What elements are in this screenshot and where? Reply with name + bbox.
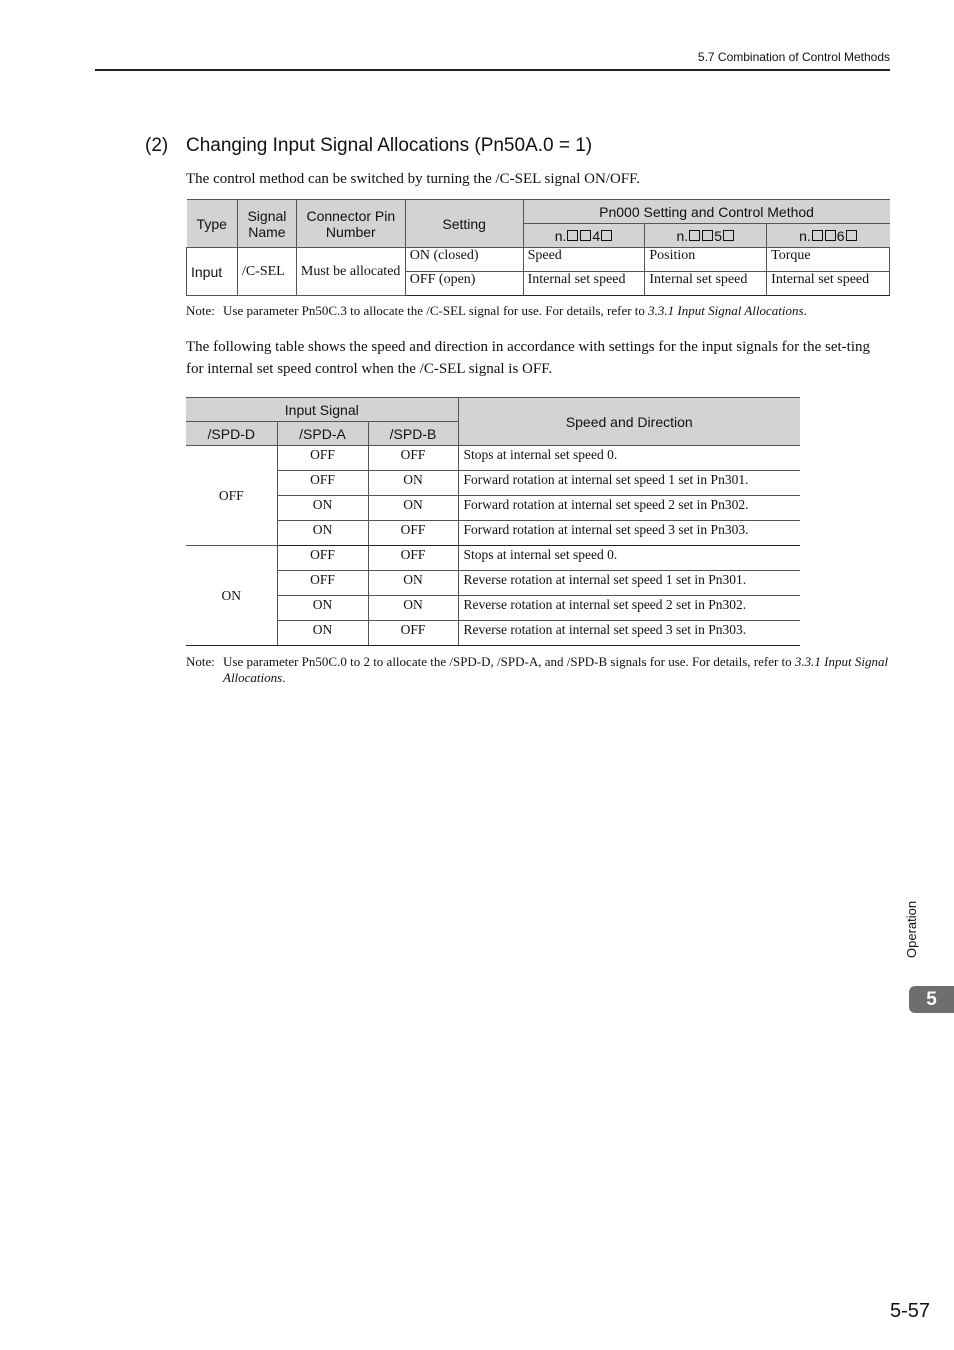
running-header: 5.7 Combination of Control Methods bbox=[697, 50, 890, 64]
placeholder-box-icon bbox=[702, 230, 713, 241]
cross-reference: 3.3.1 Input Signal Allocations bbox=[648, 303, 804, 318]
cell-spd-b: OFF bbox=[368, 446, 458, 471]
cell-setting: OFF (open) bbox=[405, 272, 523, 296]
header-speed-direction: Speed and Direction bbox=[458, 398, 800, 446]
cell-spd-a: OFF bbox=[277, 471, 368, 496]
header-signal-name: Signal Name bbox=[237, 200, 296, 248]
section-number: (2) bbox=[145, 135, 169, 156]
placeholder-box-icon bbox=[825, 230, 836, 241]
cell-spd-d: ON bbox=[186, 546, 277, 646]
cell-spd-a: OFF bbox=[277, 571, 368, 596]
placeholder-box-icon bbox=[723, 230, 734, 241]
section-title-text: Changing Input Signal Allocations (Pn50A.0 = 1) bbox=[186, 135, 593, 156]
cell-method: Position bbox=[645, 248, 767, 272]
cell-spd-b: ON bbox=[368, 496, 458, 521]
control-method-table bbox=[186, 199, 890, 296]
header-n5: n. 5 bbox=[645, 224, 767, 248]
cell-spd-a: ON bbox=[277, 496, 368, 521]
header-spd-d: /SPD-D bbox=[186, 422, 277, 446]
page-number: 5-57 bbox=[889, 1300, 930, 1322]
section-title bbox=[145, 135, 592, 157]
cell-description: Forward rotation at internal set speed 2 set in Pn302. bbox=[458, 496, 800, 521]
cell-spd-b: ON bbox=[368, 596, 458, 621]
cell-type: Input bbox=[187, 248, 238, 296]
header-spd-a: /SPD-A bbox=[277, 422, 368, 446]
header-n6: n. 6 bbox=[767, 224, 890, 248]
header-input-signal: Input Signal bbox=[186, 398, 458, 422]
cell-spd-d: OFF bbox=[186, 446, 277, 546]
cell-description: Stops at internal set speed 0. bbox=[458, 446, 800, 471]
cell-description: Forward rotation at internal set speed 3 set in Pn303. bbox=[458, 521, 800, 546]
speed-direction-table bbox=[186, 397, 800, 646]
chapter-tab: 5 bbox=[909, 986, 954, 1013]
note-label: Note: bbox=[186, 654, 215, 669]
placeholder-box-icon bbox=[846, 230, 857, 241]
cell-method: Internal set speed bbox=[645, 272, 767, 296]
cell-spd-b: ON bbox=[368, 471, 458, 496]
cell-description: Stops at internal set speed 0. bbox=[458, 546, 800, 571]
cell-description: Reverse rotation at internal set speed 3 set in Pn303. bbox=[458, 621, 800, 646]
cell-pin: Must be allocated bbox=[296, 248, 405, 296]
header-n4: n. 4 bbox=[523, 224, 645, 248]
header-spd-b: /SPD-B bbox=[368, 422, 458, 446]
cell-setting: ON (closed) bbox=[405, 248, 523, 272]
cell-spd-a: ON bbox=[277, 521, 368, 546]
placeholder-box-icon bbox=[689, 230, 700, 241]
placeholder-box-icon bbox=[601, 230, 612, 241]
header-connector-pin: Connector Pin Number bbox=[296, 200, 405, 248]
cell-method: Speed bbox=[523, 248, 645, 272]
cell-method: Internal set speed bbox=[767, 272, 890, 296]
header-type: Type bbox=[187, 200, 238, 248]
cell-spd-b: ON bbox=[368, 571, 458, 596]
cell-spd-a: OFF bbox=[277, 446, 368, 471]
header-setting: Setting bbox=[405, 200, 523, 248]
cell-spd-a: OFF bbox=[277, 546, 368, 571]
intro-paragraph: The control method can be switched by turning the /C-SEL signal ON/OFF. bbox=[186, 171, 641, 187]
cross-reference: 3.3.1 Input Signal Allocations bbox=[223, 654, 889, 685]
note-spd: Note: Use parameter Pn50C.0 to 2 to allocate the /SPD-D, /SPD-A, and /SPD-B signals for use. For details, refer to 3.3.1 Input Signal Allocations. bbox=[186, 654, 889, 685]
cell-description: Reverse rotation at internal set speed 2 set in Pn302. bbox=[458, 596, 800, 621]
cell-description: Forward rotation at internal set speed 1 set in Pn301. bbox=[458, 471, 800, 496]
cell-spd-b: OFF bbox=[368, 621, 458, 646]
cell-method: Torque bbox=[767, 248, 890, 272]
cell-spd-a: ON bbox=[277, 596, 368, 621]
note-label: Note: bbox=[186, 303, 215, 318]
chapter-side-label: Operation bbox=[904, 900, 919, 958]
placeholder-box-icon bbox=[580, 230, 591, 241]
cell-spd-b: OFF bbox=[368, 521, 458, 546]
header-pn000: Pn000 Setting and Control Method bbox=[523, 200, 889, 224]
placeholder-box-icon bbox=[812, 230, 823, 241]
speed-paragraph: The following table shows the speed and direction in accordance with settings for the input signals for the set-ting for internal set speed control when the /C-SEL signal is OFF. bbox=[186, 339, 870, 377]
cell-description: Reverse rotation at internal set speed 1 set in Pn301. bbox=[458, 571, 800, 596]
header-rule bbox=[95, 69, 890, 71]
placeholder-box-icon bbox=[567, 230, 578, 241]
note-csel: Note: Use parameter Pn50C.3 to allocate the /C-SEL signal for use. For details, refer to 3.3.1 Input Signal Allocations. bbox=[186, 303, 807, 318]
cell-signal: /C-SEL bbox=[237, 248, 296, 296]
cell-method: Internal set speed bbox=[523, 272, 645, 296]
cell-spd-b: OFF bbox=[368, 546, 458, 571]
cell-spd-a: ON bbox=[277, 621, 368, 646]
